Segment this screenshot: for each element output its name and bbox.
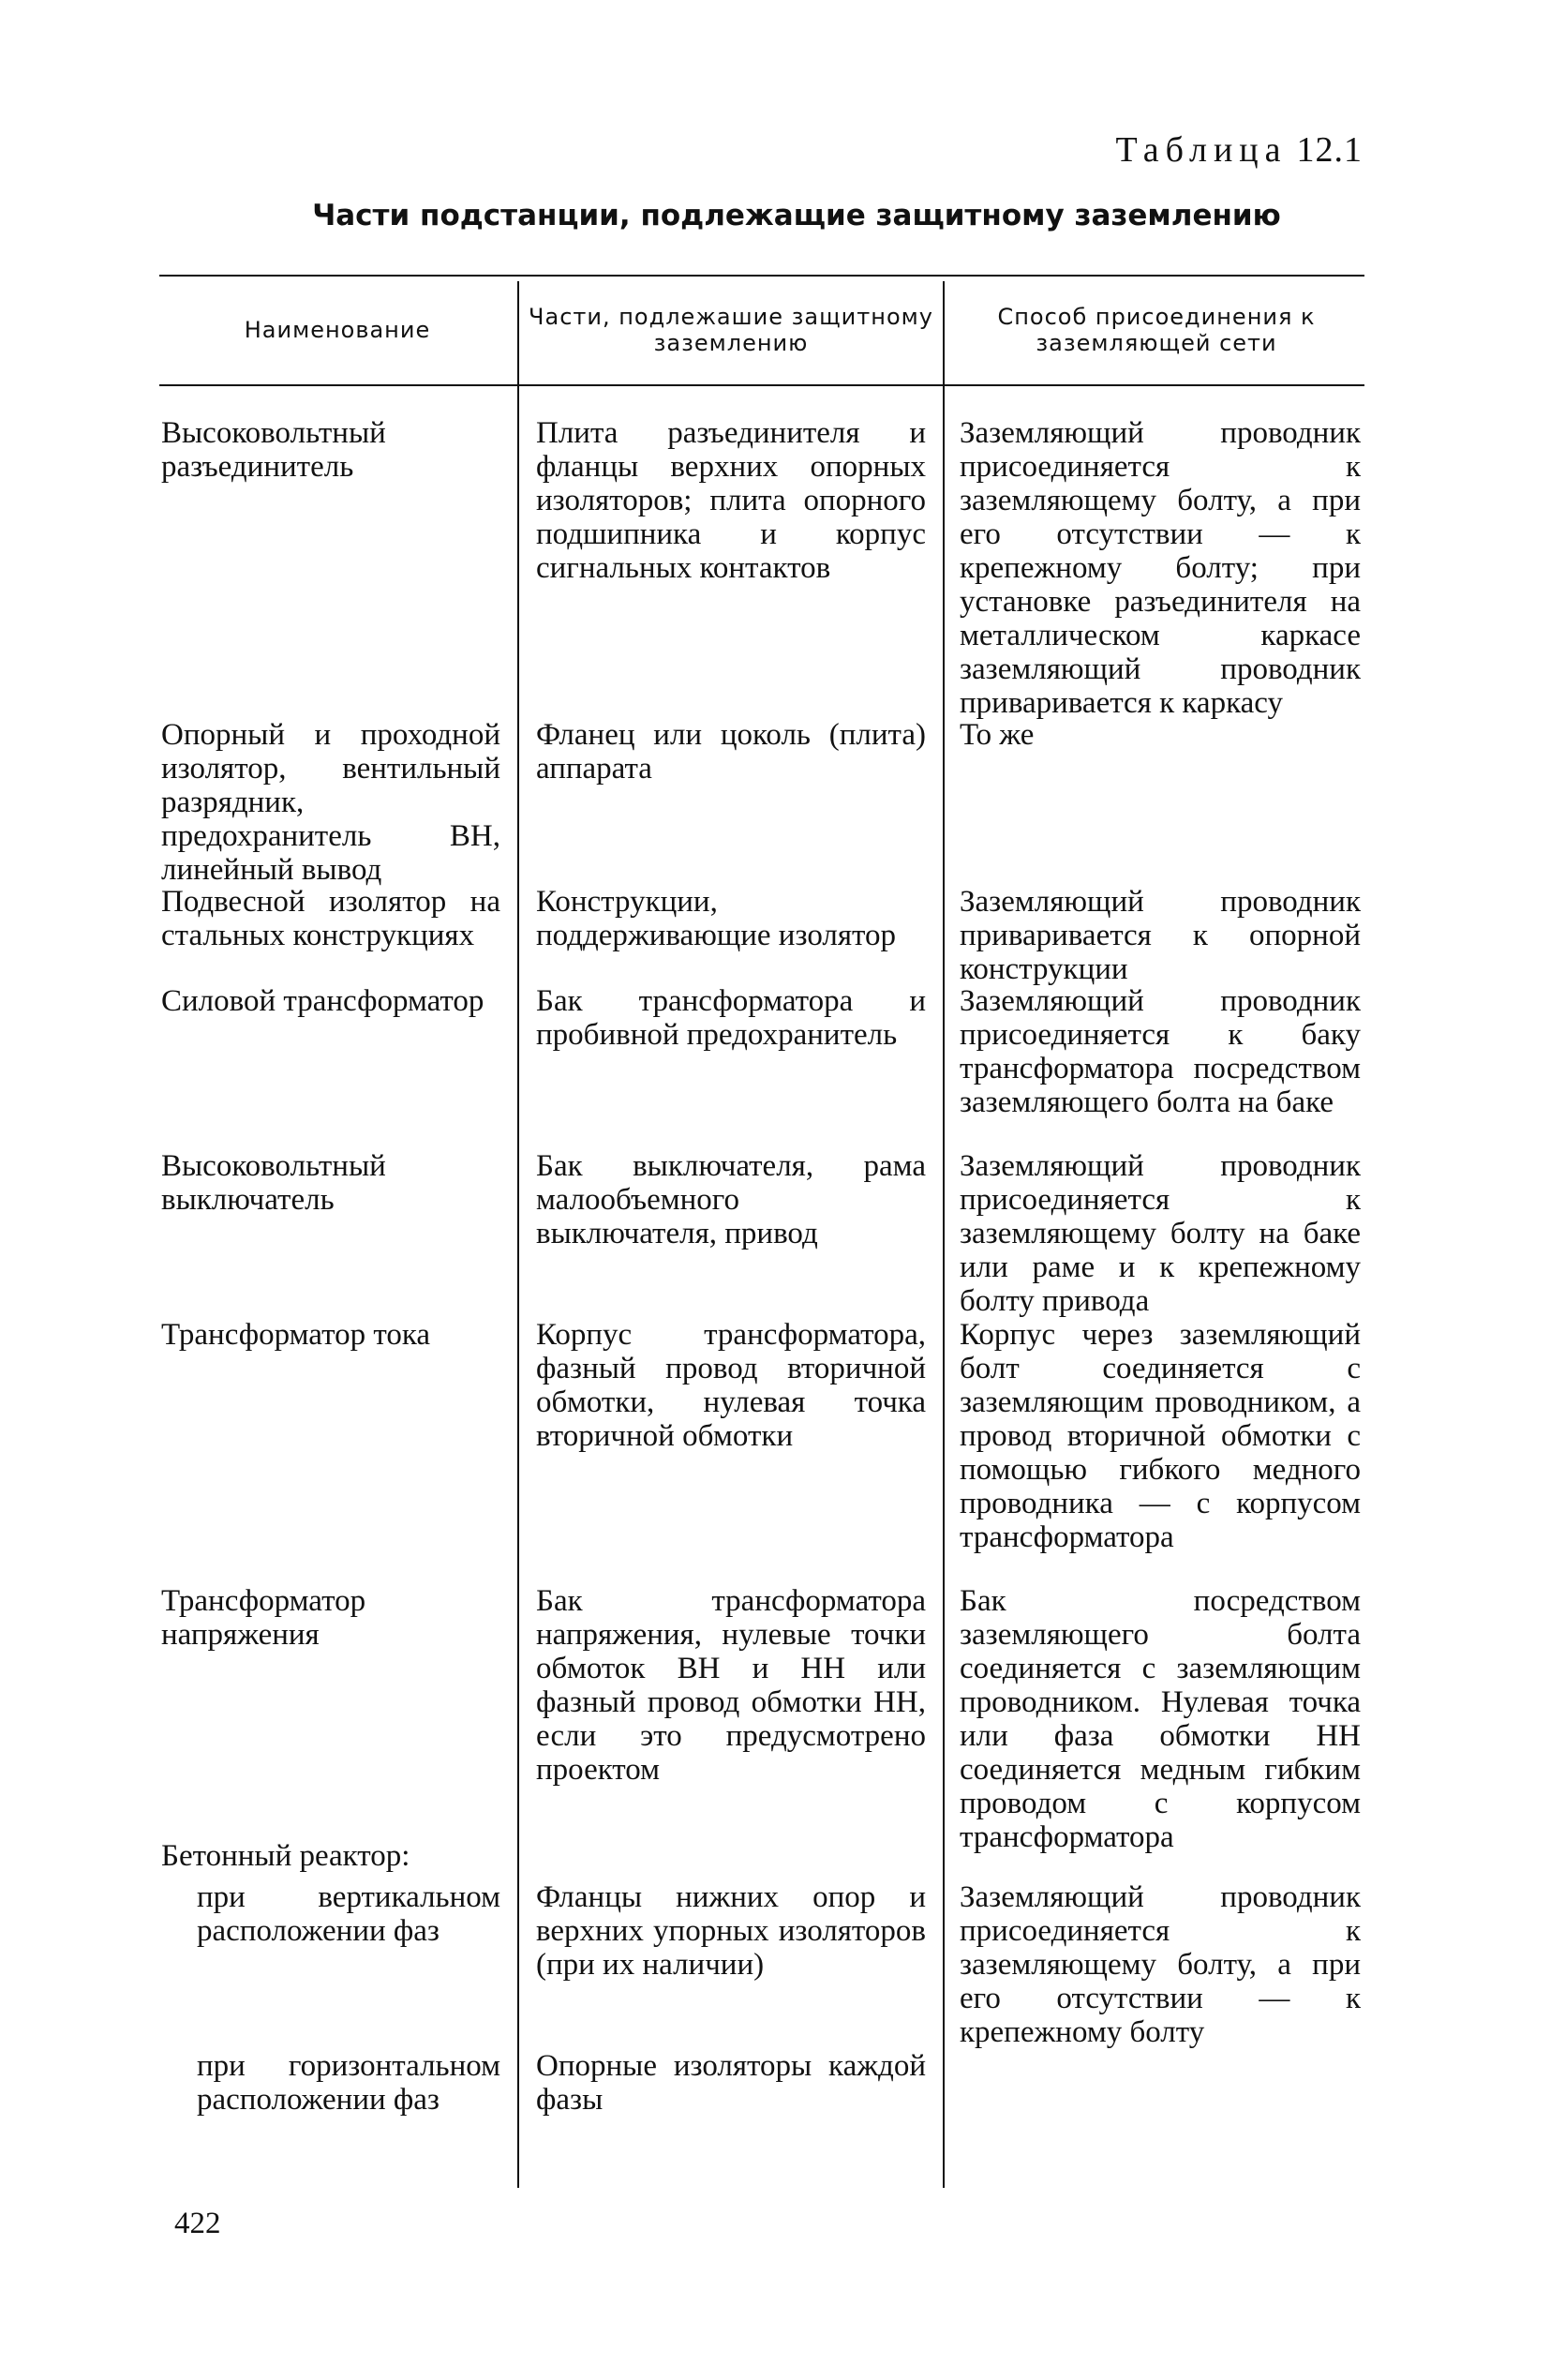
table-cell-parts: Бак трансформатора напряжения, нулевые точки обмоток ВН и НН или фазный провод обмотки НН, если это предусмотрено проектом [536, 1584, 926, 1787]
table-cell-parts: Бак трансформатора и пробивной предохранитель [536, 984, 926, 1052]
header-method: Способ присоединения к заземляющей сети [997, 304, 1316, 356]
table-cell-method: Корпус через заземляющий болт соединяется с заземляющим проводником, а провод вторичной обмотки с помощью гибкого медного проводника — с корпусом трансформатора [960, 1318, 1361, 1554]
table-cell-method: Бак посредством заземляющего болта соединяется с заземляющим проводником. Нулевая точка или фаза обмотки НН соединяется медным гибким проводом с корпусом трансформатора [960, 1584, 1361, 1854]
table-cell-method: Заземляющий проводник приваривается к опорной конструкции [960, 885, 1361, 986]
table-cell-method: Заземляющий проводник присоединяется к баку трансформатора посредством заземляющего болта на баке [960, 984, 1361, 1119]
header-parts: Части, подлежашие защитному заземлению [529, 304, 933, 356]
table-cell-name: при вертикальном расположении фаз [197, 1880, 500, 1948]
table-cell-parts: Корпус трансформатора, фазный провод вторичной обмотки, нулевая точка вторичной обмотки [536, 1318, 926, 1453]
table-cell-name-group: Бетонный реактор: [161, 1839, 410, 1873]
table-cell-name: Подвесной изолятор на стальных конструкциях [161, 885, 500, 952]
page-number: 422 [174, 2207, 221, 2240]
table-cell-parts: Плита разъединителя и фланцы верхних опорных изоляторов; плита опорного подшипника и корпус сигнальных контактов [536, 416, 926, 585]
table-cell-parts: Фланцы нижних опор и верхних упорных изоляторов (при их наличии) [536, 1880, 926, 1982]
table-cell-parts: Конструкции, поддерживающие изолятор [536, 885, 897, 952]
table-cell-method: Заземляющий проводник присоединяется к заземляющему болту, а при его отсутствии — к крепежному болту [960, 1880, 1361, 2049]
table-caption-word: Таблица [1115, 130, 1288, 170]
table-caption-number: 12.1 [1296, 130, 1363, 170]
table-cell-parts: Фланец или цоколь (плита) аппарата [536, 718, 926, 786]
table-title: Части подстанции, подлежащие защитному заземлению [312, 199, 1281, 232]
table-cell-method: Заземляющий проводник присоединяется к заземляющему болту, а при его отсутствии — к крепежному болту; при установке разъединителя на металлическом каркасе заземляющий проводник приваривается к каркасу [960, 416, 1361, 720]
table-caption [1115, 129, 1363, 171]
column-divider-2 [943, 281, 945, 2188]
table-cell-name: Высоковольтный выключатель [161, 1149, 386, 1217]
table-cell-name: Опорный и проходной изолятор, вентильный разрядник, предохранитель ВН, линейный вывод [161, 718, 500, 887]
table-cell-parts: Бак выключателя, рама малообъемного выключателя, привод [536, 1149, 926, 1250]
table-cell-method: Заземляющий проводник присоединяется к заземляющему болту на баке или раме и к крепежному болту привода [960, 1149, 1361, 1318]
table-cell-name: Высоковольтный разъединитель [161, 416, 386, 484]
table-cell-name: при горизонтальном расположении фаз [197, 2049, 500, 2117]
table-cell-name: Трансформатор напряжения [161, 1584, 366, 1652]
table-cell-name: Силовой трансформатор [161, 984, 484, 1018]
table-top-rule [159, 275, 1364, 277]
table-cell-parts: Опорные изоляторы каждой фазы [536, 2049, 926, 2117]
column-divider-1 [517, 281, 519, 2188]
table-cell-name: Трансформатор тока [161, 1318, 430, 1352]
table-header-rule [159, 384, 1364, 386]
table-cell-method: То же [960, 718, 1035, 752]
header-name: Наименование [244, 317, 431, 343]
